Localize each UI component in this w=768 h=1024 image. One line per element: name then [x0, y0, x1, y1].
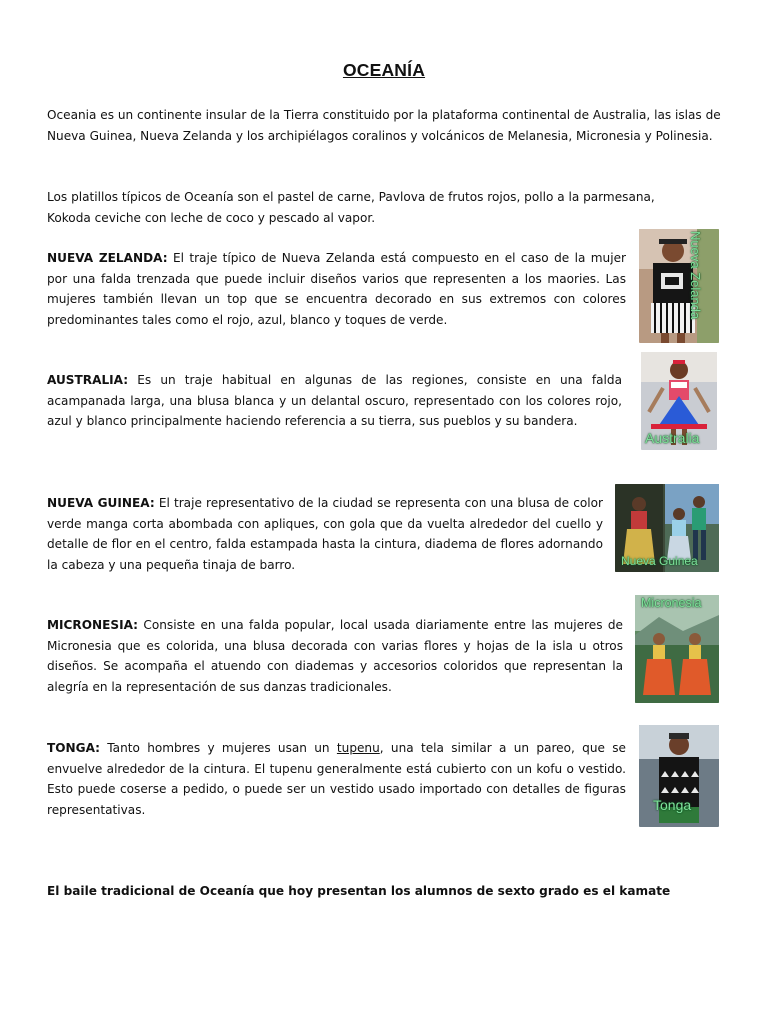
- nueva-zelanda-photo: [639, 229, 719, 343]
- section-heading: NUEVA GUINEA:: [47, 496, 155, 510]
- page-title: OCEANÍA: [342, 60, 426, 80]
- section-nueva-guinea: [47, 493, 603, 575]
- tonga-photo: [639, 725, 719, 827]
- nueva-guinea-caption: Nueva Guinea: [621, 554, 698, 568]
- section-body: El traje representativo de la ciudad se representa con una blusa de color verde manga corta abombada con apliques, con gola que da vuelta alrededor del cuello y detalle de flor en el centro, falda estampada hasta la cintura, diadema de flores adornando la cabeza y una pequeña tinaja de barro.: [47, 496, 603, 572]
- section-heading: NUEVA ZELANDA:: [47, 251, 168, 265]
- section-body-before: Tanto hombres y mujeres usan un: [100, 741, 337, 755]
- section-tonga: [47, 738, 626, 820]
- section-heading: AUSTRALIA:: [47, 373, 129, 387]
- section-heading: MICRONESIA:: [47, 618, 139, 632]
- dishes-paragraph: Los platillos típicos de Oceanía son el pastel de carne, Pavlova de frutos rojos, pollo a la parmesana, Kokoda ceviche con leche de coco y pescado al vapor.: [47, 190, 655, 225]
- nueva-guinea-photo: [615, 484, 719, 572]
- australia-photo: [641, 352, 717, 450]
- section-micronesia: [47, 615, 623, 697]
- section-heading: TONGA:: [47, 741, 100, 755]
- section-body-after: , una tela similar a un pareo, que se envuelve alrededor de la cintura. El tupenu generalmente está cubierto con un kofu o vestido. Esto puede coserse a pedido, o puede ser un vestido usado importado con detalles de figuras representativas.: [47, 741, 626, 817]
- closing-paragraph: El baile tradicional de Oceanía que hoy presentan los alumnos de sexto grado es el kamate: [47, 884, 671, 898]
- australia-caption: Australia: [645, 430, 700, 446]
- tupenu-term: tupenu: [336, 741, 380, 755]
- section-body: Consiste en una falda popular, local usada diariamente entre las mujeres de Micronesia que es colorida, una blusa decorada con varias flores y hojas de la isla u otros diseños. Se acompaña el atuendo con diademas y accesorios coloridos que representan la alegría en la representación de sus danzas tradicionales.: [47, 618, 623, 694]
- micronesia-caption: Micronesia: [641, 596, 702, 610]
- micronesia-photo: [635, 595, 719, 703]
- intro-paragraph: Oceania es un continente insular de la Tierra constituido por la plataforma continental de Australia, las islas de Nueva Guinea, Nueva Zelanda y los archipiélagos coralinos y volcánicos de Melanesia, Micronesia y Polinesia.: [47, 108, 721, 143]
- tonga-caption: Tonga: [653, 797, 692, 813]
- nueva-zelanda-caption: Nueva Zelanda: [688, 231, 703, 320]
- section-australia: [47, 370, 622, 432]
- section-body: El traje típico de Nueva Zelanda está compuesto en el caso de la mujer por una falda trenzada que puede incluir diseños varios que representen a los maories. Las mujeres también llevan un top que se encuentra decorado en sus extremos con colores predominantes tales como el rojo, azul, blanco y toques de verde.: [47, 251, 626, 327]
- section-nueva-zelanda: [47, 248, 626, 330]
- section-body: Es un traje habitual en algunas de las regiones, consiste en una falda acampanada larga, una blusa blanca y un delantal oscuro, representado con los colores rojo, azul y blanco principalmente haciendo referencia a su tierra, sus pueblos y su bandera.: [47, 373, 622, 428]
